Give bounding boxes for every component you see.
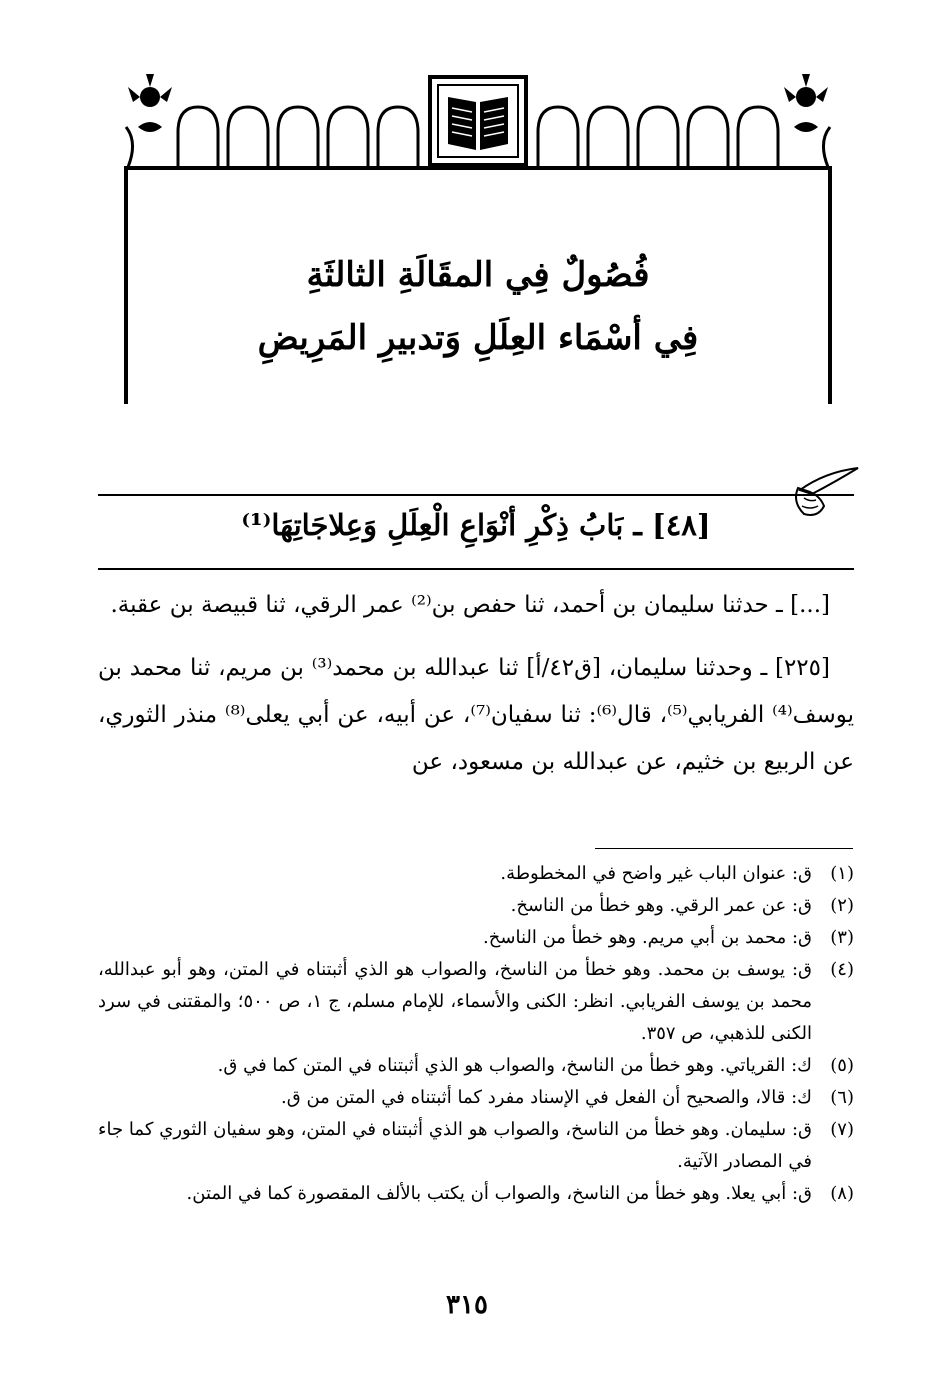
footnote-text: ك: القرياتي. وهو خطأ من الناسخ، والصواب هو الذي أثبتناه في المتن كما في ق. [217,1055,812,1076]
footnote-text: ق: عنوان الباب غير واضح في المخطوطة. [500,863,812,884]
footnote-separator [595,848,853,849]
paragraph: [...] ـ حدثنا سليمان بن أحمد، ثنا حفص بن⁽²⁾ عمر الرقي، ثنا قبيصة بن عقبة. [110,592,830,618]
footnote [98,1114,854,1178]
footnote [98,1082,854,1114]
footnote-number: (٢) [830,895,854,916]
footnote [98,858,854,890]
open-book-icon [430,77,526,165]
footnote-number: (٦) [830,1087,854,1108]
footnote-number: (١) [830,863,854,884]
header-ornament [118,72,838,172]
footnote-number: (٧) [830,1119,854,1140]
footnote-number: (٨) [830,1183,854,1204]
footnote [98,954,854,1050]
footnote-text: ق: عن عمر الرقي. وهو خطأ من الناسخ. [510,895,812,916]
footnote-text: ق: يوسف بن محمد. وهو خطأ من الناسخ، والصواب هو الذي أثبتناه في المتن، وهو أبو عبدالله، محمد بن يوسف الفريابي. انظر: الكنى والأسماء، للإمام مسلم، ج ١، ص ٥٠٠؛ والمقتنى في سرد الكنى للذهبي، ص ٣٥٧. [98,959,812,1044]
section-title-line1: فُصُولٌ فِي المقَالَةِ الثالثَةِ [306,255,650,295]
footnote-number: (٥) [830,1055,854,1076]
footnote-text: ق: أبي يعلا. وهو خطأ من الناسخ، والصواب أن يكتب بالألف المقصورة كما في المتن. [186,1183,812,1204]
footnotes [98,858,854,1210]
footnote [98,1178,854,1210]
main-text [98,582,854,802]
footnote-text: ك: قالا، والصحيح أن الفعل في الإسناد مفرد كما أثبتناه في المتن من ق. [281,1087,812,1108]
footnote [98,1050,854,1082]
chapter-rule-top [98,494,854,496]
footnote-number: (٣) [830,927,854,948]
page-number: ٣١٥ [446,1290,488,1320]
section-title-line2: فِي أسْمَاء العِلَلِ وَتدبيرِ المَرِيضِ [257,318,699,358]
footnote-number: (٤) [830,959,854,980]
chapter-rule-bottom [98,568,854,570]
paragraph: [٢٢٥] ـ وحدثنا سليمان، [ق٤٢/أ] ثنا عبدالله بن محمد⁽³⁾ بن مريم، ثنا محمد بن يوسف⁽⁴⁾ الفريابي⁽⁵⁾، قال⁽⁶⁾: ثنا سفيان⁽⁷⁾، عن أبيه، عن أبي يعلى⁽⁸⁾ منذر الثوري، عن الربيع بن خثيم، عن عبدالله بن مسعود، عن [98,655,854,775]
footnote [98,890,854,922]
chapter-heading: [٤٨] ـ بَابُ ذِكْرِ أنْوَاعِ الْعِلَلِ وَعِلاجَاتِهَا⁽¹⁾ [241,508,711,542]
footnote-text: ق: سليمان. وهو خطأ من الناسخ، والصواب هو الذي أثبتناه في المتن، وهو سفيان الثوري كما جاء في المصادر الآتية. [98,1119,812,1172]
footnote-text: ق: محمد بن أبي مريم. وهو خطأ من الناسخ. [483,927,812,948]
footnote [98,922,854,954]
